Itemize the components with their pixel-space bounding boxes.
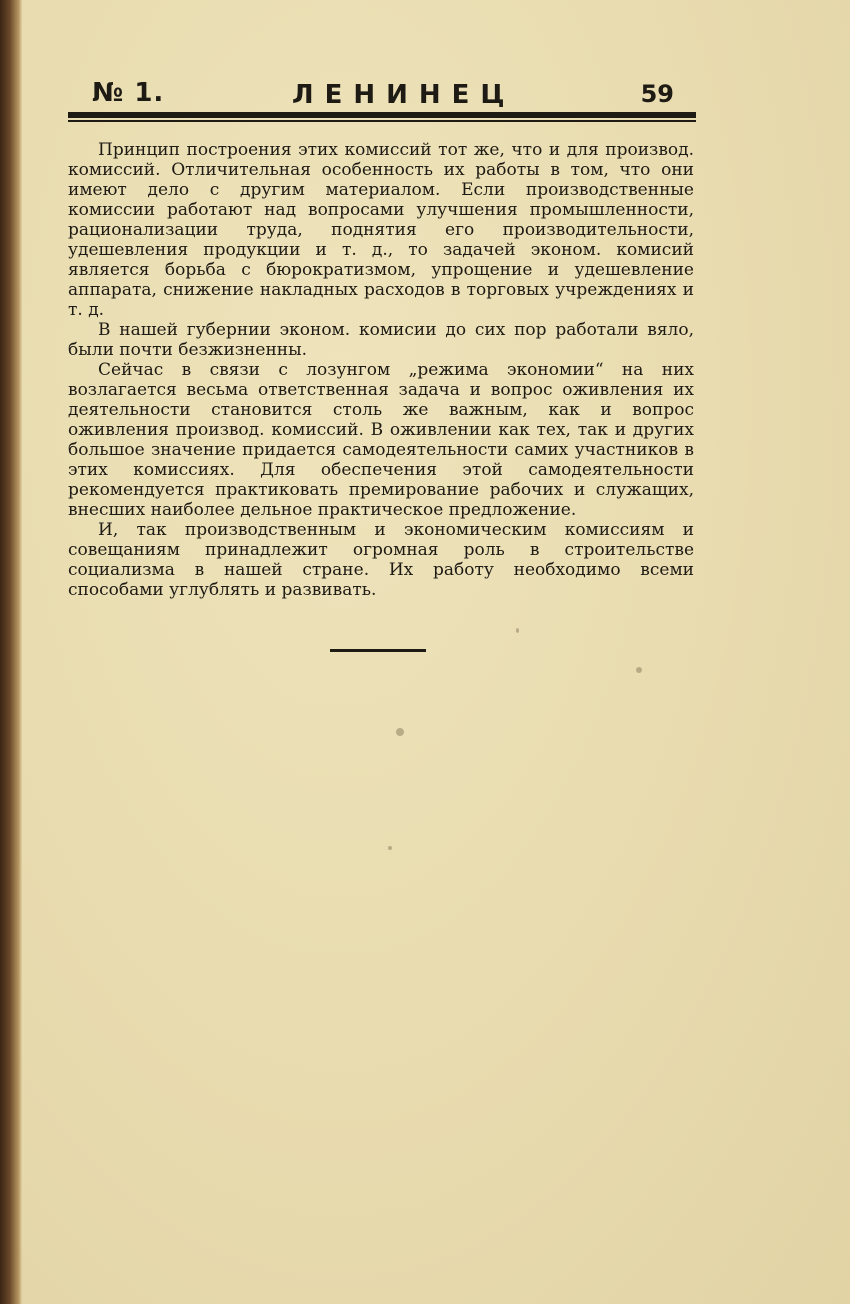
paragraph: В нашей губернии эконом. комисии до сих пор работали вяло, были почти безжизненны. xyxy=(68,320,694,360)
running-header xyxy=(92,78,696,112)
paper-speck xyxy=(636,667,642,673)
article-body xyxy=(68,140,694,600)
journal-title: ЛЕНИНЕЦ xyxy=(292,80,516,110)
page-number: 59 xyxy=(640,80,674,108)
end-of-article-rule xyxy=(330,649,426,652)
book-spine-shadow xyxy=(0,0,22,1304)
paper-speck xyxy=(388,846,392,850)
paragraph: И, так производственным и экономическим комиссиям и совещаниям принадлежит огромная роль в строительстве социализма в нашей стране. Их работу необходимо всеми способами углублять и развивать. xyxy=(68,520,694,600)
header-rule-thick xyxy=(68,112,696,118)
header-rule-thin xyxy=(68,120,696,122)
issue-number: № 1. xyxy=(92,78,165,108)
paper-speck xyxy=(396,728,404,736)
paragraph: Сейчас в связи с лозунгом „режима экономии“ на них возлагается весьма ответственная задача и вопрос оживления их деятельности становится столь же важным, как и вопрос оживления производ. комиссий. В оживлении как тех, так и других большое значение придается самодеятельности самих участников в этих комиссиях. Для обеспечения этой самодеятельности рекомендуется практиковать премирование рабочих и служащих, внесших наиболее дельное практическое предложение. xyxy=(68,360,694,520)
paragraph: Принцип построения этих комиссий тот же, что и для производ. комиссий. Отличительная особенность их работы в том, что они имеют дело с другим материалом. Если производственные комиссии работают над вопросами улучшения промышленности, рационализации труда, поднятия его производительности, удешевления продукции и т. д., то задачей эконом. комисий является борьба с бюрократизмом, упрощение и удешевление аппарата, снижение накладных расходов в торговых учреждениях и т. д. xyxy=(68,140,694,320)
paper-speck xyxy=(516,628,519,633)
